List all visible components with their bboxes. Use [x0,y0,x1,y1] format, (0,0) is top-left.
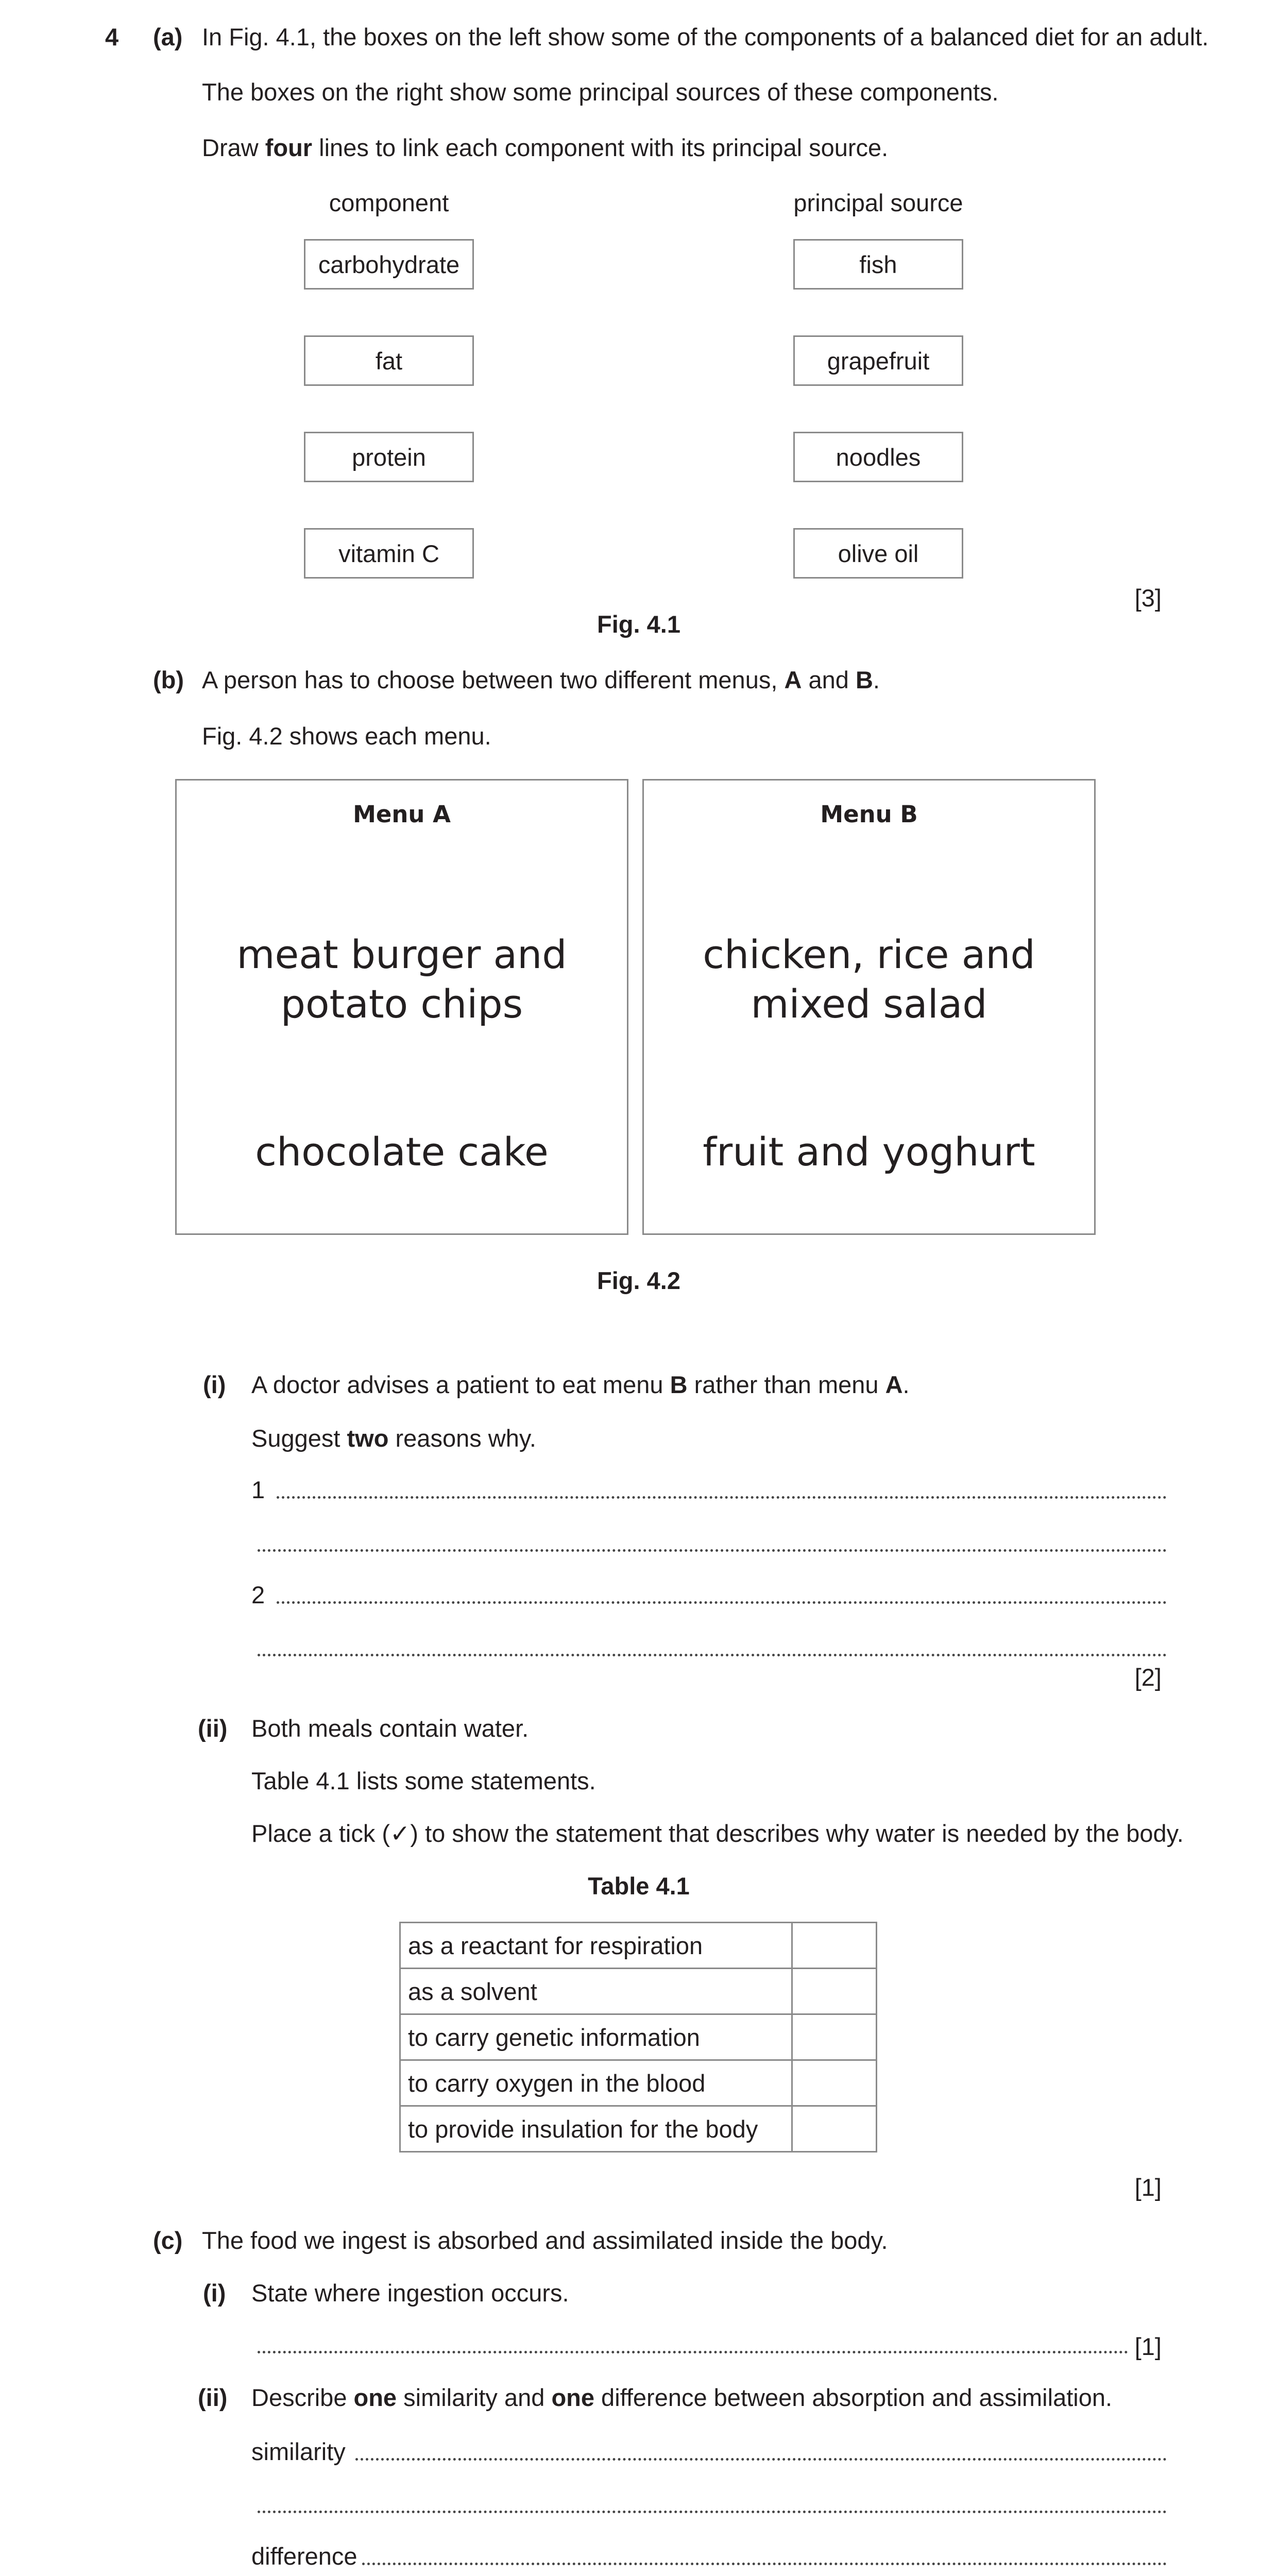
part-c-i-label: (i) [203,2279,226,2307]
answer-line[interactable] [258,2511,1167,2513]
statement-cell: as a reactant for respiration [400,1923,792,1969]
part-a-sources-text: The boxes on the right show some principal sources of these components. [202,78,999,106]
source-box-noodles[interactable]: noodles [793,432,963,482]
part-c-i-question: State where ingestion occurs. [251,2279,569,2307]
answer-line[interactable] [277,1601,1167,1604]
menu-b-dessert: fruit and yoghurt [703,1129,1035,1175]
part-c-i-marks: [1] [1134,2333,1162,2360]
part-a-intro: In Fig. 4.1, the boxes on the left show some of the components of a balanced diet for an adult. [202,23,1209,50]
part-b-ii-instruction: Place a tick (✓) to show the statement that describes why water is needed by the body. [251,1820,1184,1847]
answer-line[interactable] [258,1654,1167,1656]
part-a-marks: [3] [1134,584,1162,612]
part-b-label: (b) [153,666,184,693]
menu-b-card [642,779,1096,1235]
fig-4-2-caption: Fig. 4.2 [597,1267,680,1294]
part-a-instruction: Draw four lines to link each component with its principal source. [202,134,889,161]
tick-box[interactable] [792,1969,877,2014]
menu-b-main-line2: mixed salad [751,981,987,1027]
part-b-i-instruction: Suggest two reasons why. [251,1425,536,1452]
part-b-i-question: A doctor advises a patient to eat menu B rather than menu A. [251,1371,910,1398]
part-b-ii-label: (ii) [198,1715,228,1742]
component-box-fat[interactable]: fat [304,335,474,386]
answer-number-1: 1 [251,1476,265,1503]
answer-line[interactable] [258,1549,1167,1552]
part-c-label: (c) [153,2227,183,2254]
part-c-ii-question: Describe one similarity and one difference between absorption and assimilation. [251,2384,1113,2411]
part-b-i-marks: [2] [1134,1664,1162,1691]
statement-cell: to carry oxygen in the blood [400,2060,792,2106]
source-box-olive-oil[interactable]: olive oil [793,528,963,579]
tick-box[interactable] [792,1923,877,1969]
part-c-ii-label: (ii) [198,2384,228,2411]
answer-line[interactable] [258,2351,1128,2353]
table-row [400,2060,877,2106]
statement-cell: as a solvent [400,1969,792,2014]
part-c-intro: The food we ingest is absorbed and assimilated inside the body. [202,2227,888,2254]
table-row [400,2106,877,2152]
menu-a-main-line1: meat burger and [236,931,567,977]
part-b-ii-marks: [1] [1134,2174,1162,2201]
answer-line[interactable] [362,2563,1167,2565]
question-number: 4 [105,23,119,50]
component-box-protein[interactable]: protein [304,432,474,482]
table-row [400,2014,877,2060]
menu-b-title: Menu B [820,801,918,828]
table-row [400,1969,877,2014]
statement-cell: to provide insulation for the body [400,2106,792,2152]
part-a-label: (a) [153,23,183,50]
part-b-ii-line1: Both meals contain water. [251,1715,529,1742]
menu-a-title: Menu A [353,801,451,828]
fig-4-1-caption: Fig. 4.1 [597,611,680,638]
tick-box[interactable] [792,2060,877,2106]
table-4-1-caption: Table 4.1 [588,1872,690,1900]
answer-line[interactable] [277,1496,1167,1499]
component-heading: component [329,189,449,216]
tick-box[interactable] [792,2014,877,2060]
part-b-i-label: (i) [203,1371,226,1398]
source-box-fish[interactable]: fish [793,239,963,290]
part-b-ii-line2: Table 4.1 lists some statements. [251,1767,596,1794]
part-b-fig-reference: Fig. 4.2 shows each menu. [202,722,491,750]
table-row [400,1923,877,1969]
menu-a-dessert: chocolate cake [255,1129,549,1175]
part-b-intro: A person has to choose between two different menus, A and B. [202,666,880,693]
source-box-grapefruit[interactable]: grapefruit [793,335,963,386]
menu-b-main-line1: chicken, rice and [703,931,1035,977]
similarity-label: similarity [251,2438,346,2465]
menu-a-main-line2: potato chips [280,981,523,1027]
answer-line[interactable] [355,2458,1167,2461]
menu-a-card [175,779,628,1235]
table-4-1 [399,1922,877,2153]
component-box-carbohydrate[interactable]: carbohydrate [304,239,474,290]
tick-box[interactable] [792,2106,877,2152]
principal-source-heading: principal source [793,189,963,216]
statement-cell: to carry genetic information [400,2014,792,2060]
difference-label: difference [251,2543,357,2570]
answer-number-2: 2 [251,1581,265,1608]
component-box-vitamin-c[interactable]: vitamin C [304,528,474,579]
